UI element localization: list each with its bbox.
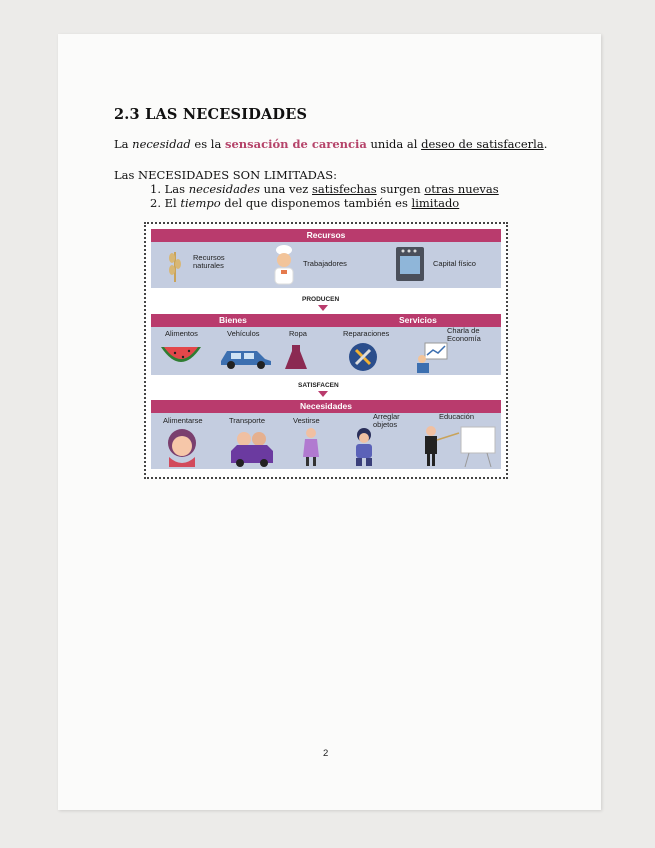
list-underline: otras nuevas bbox=[424, 182, 499, 196]
list-text: surgen bbox=[376, 182, 425, 196]
list-item-2 bbox=[150, 196, 459, 210]
necesidades-row bbox=[151, 413, 501, 469]
list-text: una vez bbox=[260, 182, 313, 196]
producen-arrow bbox=[318, 305, 328, 311]
bienes-label: Bienes bbox=[219, 315, 247, 325]
wheat-icon bbox=[167, 248, 183, 282]
presentation-icon bbox=[415, 341, 449, 373]
highlight-carencia: sensación de carencia bbox=[225, 137, 367, 151]
list-term: tiempo bbox=[180, 196, 221, 210]
recursos-row bbox=[151, 242, 501, 288]
family-car-icon bbox=[229, 427, 275, 467]
document-page bbox=[58, 34, 601, 810]
definition-text: . bbox=[543, 137, 548, 151]
list-text: del que disponemos también es bbox=[220, 196, 412, 210]
dress-icon bbox=[283, 343, 309, 371]
recursos-naturales-label: Recursos naturales bbox=[193, 253, 225, 270]
transporte-label: Transporte bbox=[229, 416, 265, 425]
capital-fisico-label: Capital físico bbox=[433, 259, 476, 268]
definition-term: necesidad bbox=[132, 137, 191, 151]
tools-icon bbox=[347, 341, 379, 373]
eating-girl-icon bbox=[161, 427, 203, 467]
definition-paragraph bbox=[114, 137, 547, 151]
arreglar-label: Arreglar objetos bbox=[373, 412, 400, 429]
section-heading: 2.3 LAS NECESIDADES bbox=[114, 106, 308, 123]
definition-text: La bbox=[114, 137, 133, 151]
recursos-band bbox=[151, 229, 501, 242]
list-text: 2. El bbox=[150, 196, 181, 210]
ropa-label: Ropa bbox=[289, 329, 307, 338]
limits-title: Las NECESIDADES SON LIMITADAS: bbox=[114, 168, 337, 182]
car-icon bbox=[217, 345, 273, 369]
alimentos-label: Alimentos bbox=[165, 329, 198, 338]
chef-icon bbox=[269, 244, 299, 286]
vehiculos-label: Vehículos bbox=[227, 329, 260, 338]
producen-label: PRODUCEN bbox=[302, 296, 340, 303]
underlined-deseo: deseo de satisfacerla bbox=[421, 137, 544, 151]
necesidades-label: Necesidades bbox=[300, 401, 352, 411]
vestirse-label: Vestirse bbox=[293, 416, 320, 425]
oven-icon bbox=[395, 246, 425, 282]
watermelon-icon bbox=[159, 341, 203, 371]
charla-label: Charla de Economía bbox=[447, 326, 481, 343]
teacher-board-icon bbox=[419, 425, 499, 467]
reparaciones-label: Reparaciones bbox=[343, 329, 390, 338]
list-underline: limitado bbox=[411, 196, 460, 210]
list-text: 1. Las bbox=[150, 182, 189, 196]
list-underline: satisfechas bbox=[312, 182, 377, 196]
educacion-label: Educación bbox=[439, 412, 475, 421]
alimentarse-label: Alimentarse bbox=[163, 416, 203, 425]
page-number: 2 bbox=[323, 748, 329, 759]
dressed-person-icon bbox=[299, 427, 323, 467]
list-term: necesidades bbox=[188, 182, 261, 196]
bienes-servicios-row bbox=[151, 327, 501, 375]
satisfacen-label: SATISFACEN bbox=[298, 382, 339, 389]
needs-infographic bbox=[144, 222, 508, 479]
servicios-label: Servicios bbox=[399, 315, 437, 325]
trabajadores-label: Trabajadores bbox=[303, 259, 347, 268]
list-item-1 bbox=[150, 182, 499, 196]
repairman-icon bbox=[349, 427, 379, 467]
recursos-label: Recursos bbox=[306, 230, 346, 240]
satisfacen-arrow bbox=[318, 391, 328, 397]
definition-text: unida al bbox=[366, 137, 422, 151]
definition-text: es la bbox=[190, 137, 225, 151]
